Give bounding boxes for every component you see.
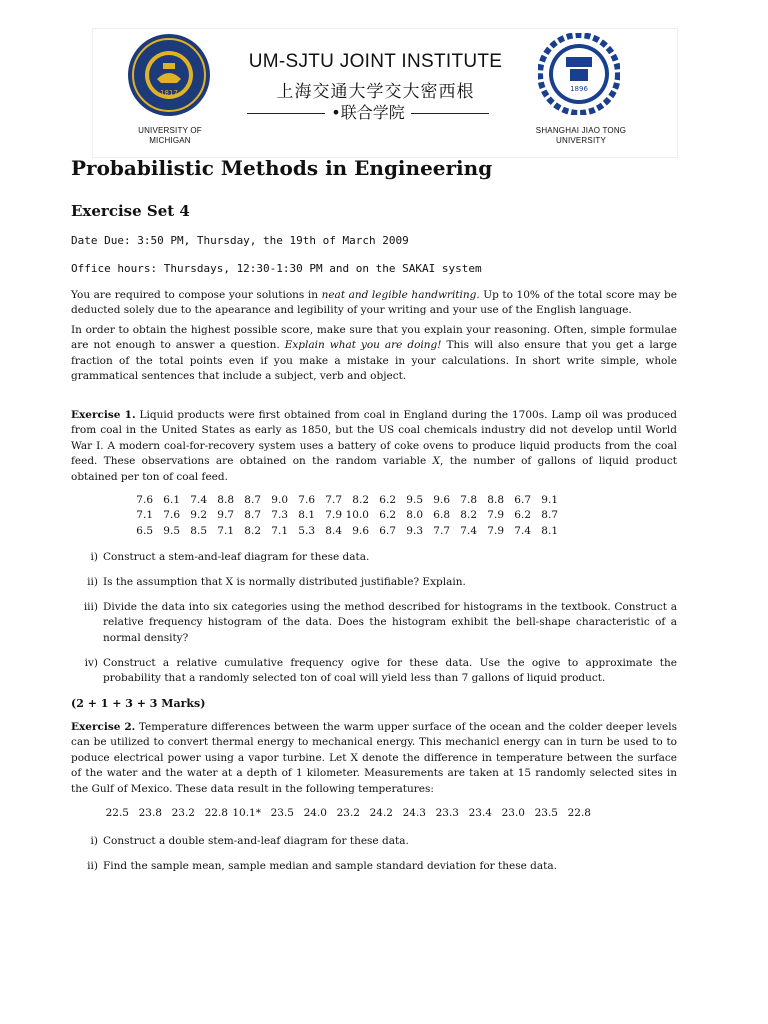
intro-paragraph-2: In order to obtain the highest possible score, make sure that you explain your reasoning. Often, simple formulae are not enough to answer a question. Explain what you are doing! This will also ensure that you get a large fraction of the total points even if you make a mistake in your calculations. In short write simple, whole grammatical sentences that include a subject, verb and object.: [71, 324, 677, 383]
table-cell: 23.0: [501, 806, 525, 819]
table-cell: 9.0: [271, 493, 288, 506]
table-cell: 9.1: [541, 493, 558, 506]
table-cell: 9.6: [433, 493, 450, 506]
table-cell: 6.5: [136, 524, 153, 537]
table-cell: 9.6: [352, 524, 369, 537]
exercise-1-data-table: [126, 492, 558, 539]
exercise-2-statement: Exercise 2. Temperature differences between the warm upper surface of the ocean and the colder deeper levels can be utilized to convert thermal energy to mechanical energy. This mechanicl energy can in turn be used to to poduce electrical power using a vapor turbine. Let X denote the difference in temperature between the surface of the water and the water at a depth of 1 kilometer. Measurements are taken at 15 randomly selected sites in the Gulf of Mexico. These data result in the following temperatures:: [71, 721, 677, 795]
table-cell: 7.4: [514, 524, 531, 537]
exercise-set-heading: Exercise Set 4: [71, 202, 190, 220]
table-cell: 9.3: [406, 524, 423, 537]
table-cell: 22.5: [105, 806, 129, 819]
table-cell: 23.3: [435, 806, 459, 819]
exercise-1-statement: Exercise 1. Liquid products were first obtained from coal in England during the 1700s. Lamp oil was produced from coal in the United States as early as 1850, but the US coal chemicals industry did not develop until World War I. A modern coal-for-recovery system uses a battery of coke ovens to produce liquid products from the coal feed. These observations are obtained on the random variable X, the number of gallons of liquid product obtained per ton of coal feed.: [71, 409, 677, 483]
table-cell: 23.5: [534, 806, 558, 819]
table-cell: 23.2: [336, 806, 360, 819]
table-cell: 6.1: [163, 493, 180, 506]
institute-name-en: UM-SJTU JOINT INSTITUTE: [248, 51, 503, 72]
sjtu-caption: SHANGHAI JIAO TONG UNIVERSITY: [535, 126, 627, 145]
table-cell: 6.2: [514, 509, 531, 522]
table-cell: 7.8: [460, 493, 477, 506]
table-row: [126, 492, 558, 508]
table-cell: 8.7: [244, 509, 261, 522]
letterhead: [92, 28, 678, 158]
table-cell: 6.7: [514, 493, 531, 506]
table-cell: 6.2: [379, 493, 396, 506]
course-title: Probabilistic Methods in Engineering: [71, 156, 493, 180]
table-cell: 23.5: [270, 806, 294, 819]
table-cell: 7.6: [136, 493, 153, 506]
institute-name-cn-line2: •联合学院: [223, 100, 513, 123]
table-cell: 6.7: [379, 524, 396, 537]
table-cell: 10.0: [345, 509, 369, 522]
table-cell: 8.1: [298, 509, 315, 522]
table-cell: 9.5: [406, 493, 423, 506]
table-cell: 7.7: [433, 524, 450, 537]
table-cell: 7.6: [163, 509, 180, 522]
table-cell: 6.8: [433, 509, 450, 522]
table-cell: 22.8: [567, 806, 591, 819]
table-cell: 9.7: [217, 509, 234, 522]
table-cell: 7.6: [298, 493, 315, 506]
table-cell: 7.9: [487, 524, 504, 537]
table-cell: 8.2: [352, 493, 369, 506]
table-cell: 8.7: [541, 509, 558, 522]
table-cell: 23.2: [171, 806, 195, 819]
office-hours: Office hours: Thursdays, 12:30-1:30 PM and on the SAKAI system: [71, 262, 482, 275]
table-cell: 8.4: [325, 524, 342, 537]
table-cell: 8.2: [244, 524, 261, 537]
table-row: [96, 805, 591, 821]
table-row: [126, 508, 558, 524]
table-cell: 8.1: [541, 524, 558, 537]
um-seal-year: 1817: [160, 89, 178, 97]
table-cell: 23.8: [138, 806, 162, 819]
um-caption: UNIVERSITY OF MICHIGAN: [138, 126, 202, 145]
institute-name-cn: 上海交通大学交大密西根: [276, 82, 475, 102]
table-cell: 24.0: [303, 806, 327, 819]
table-cell: 10.1*: [232, 806, 261, 819]
table-cell: 7.9: [487, 509, 504, 522]
sjtu-seal-icon: [538, 33, 620, 115]
exercise-2-data-table: [96, 805, 591, 821]
table-cell: 8.7: [244, 493, 261, 506]
table-cell: 24.2: [369, 806, 393, 819]
table-cell: 8.8: [487, 493, 504, 506]
table-cell: 22.8: [204, 806, 228, 819]
table-cell: 8.2: [460, 509, 477, 522]
exercise-1-marks: (2 + 1 + 3 + 3 Marks): [71, 697, 206, 710]
sjtu-seal-year: 1896: [570, 85, 588, 93]
date-due: Date Due: 3:50 PM, Thursday, the 19th of March 2009: [71, 234, 409, 247]
exercise-2-label: Exercise 2.: [71, 721, 136, 733]
table-cell: 7.4: [190, 493, 207, 506]
table-cell: 8.0: [406, 509, 423, 522]
table-cell: 8.8: [217, 493, 234, 506]
table-cell: 7.3: [271, 509, 288, 522]
table-cell: 24.3: [402, 806, 426, 819]
table-cell: 23.4: [468, 806, 492, 819]
table-cell: 9.5: [163, 524, 180, 537]
table-cell: 6.2: [379, 509, 396, 522]
table-cell: 8.5: [190, 524, 207, 537]
intro-paragraph-1: You are required to compose your solutions in neat and legible handwriting. Up to 10% of the total score may be deducted solely due to the apearance and legibility of your writing and your use of the English language.: [71, 289, 677, 317]
table-cell: 7.7: [325, 493, 342, 506]
table-cell: 7.1: [271, 524, 288, 537]
table-cell: 7.1: [136, 509, 153, 522]
university-of-michigan-seal-icon: [127, 33, 211, 117]
table-cell: 7.4: [460, 524, 477, 537]
exercise-1-label: Exercise 1.: [71, 409, 136, 421]
table-cell: 9.2: [190, 509, 207, 522]
table-row: [126, 523, 558, 539]
table-cell: 7.9: [325, 509, 342, 522]
table-cell: 5.3: [298, 524, 315, 537]
table-cell: 7.1: [217, 524, 234, 537]
